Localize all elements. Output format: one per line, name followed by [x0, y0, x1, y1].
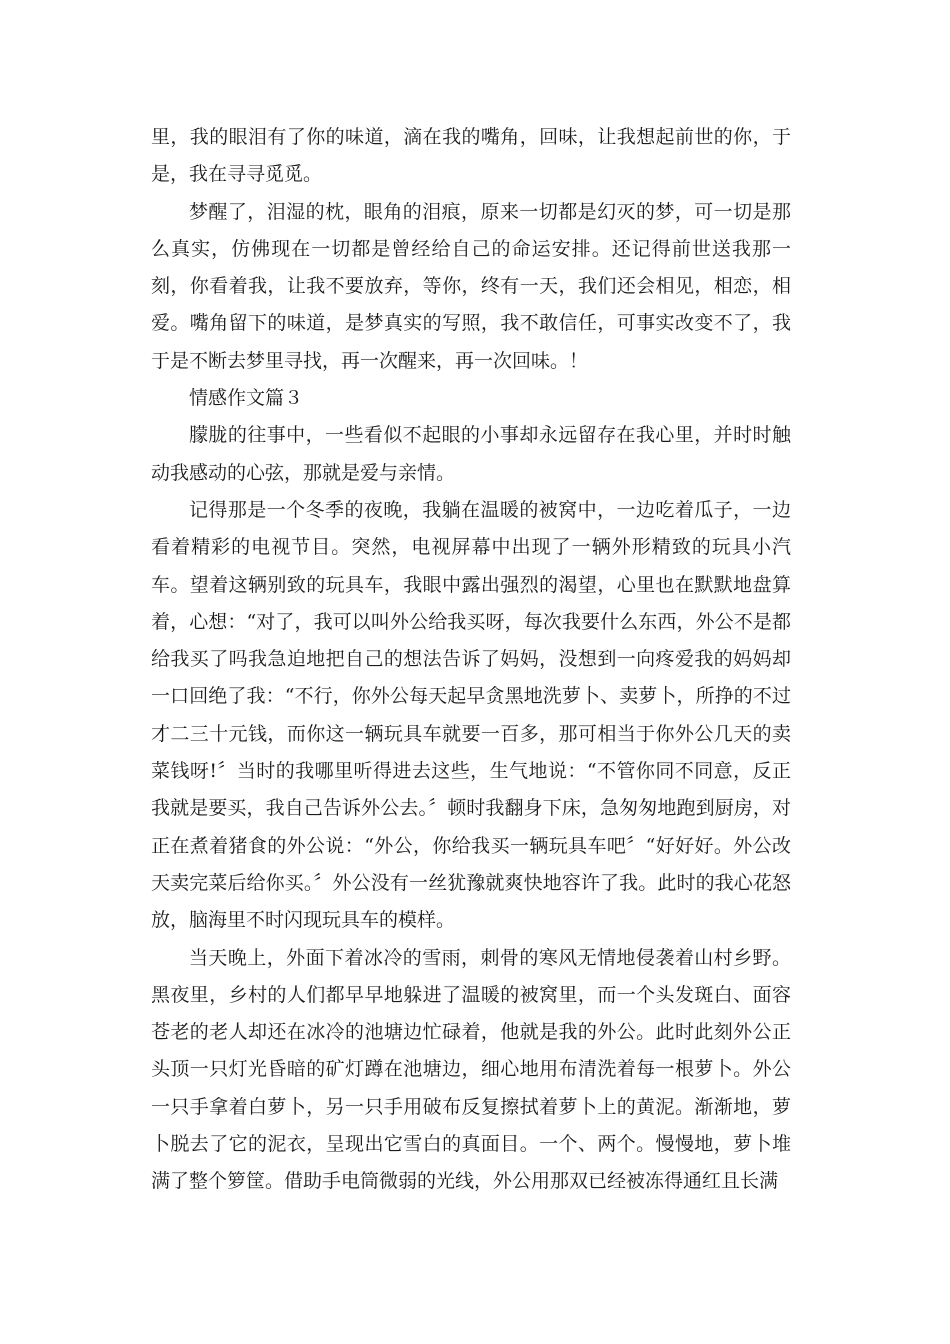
section-heading: 情感作文篇３	[189, 387, 304, 410]
paragraph: 记得那是一个冬季的夜晚，我躺在温暖的被窝中，一边吃着瓜子，一边看着精彩的电视节目。突然，电视屏幕中出现了一辆外形精致的玩具小汽车。望着这辆别致的玩具车，我眼中露出强烈的渴望，心里也在默默地盘算着，心想：“对了，我可以叫外公给我买呀，每次我要什么东西，外公不是都给我买了吗我急迫地把自己的想法告诉了妈妈，没想到一向疼爱我的妈妈却一口回绝了我：“不行，你外公每天起早贪黑地洗萝卜、卖萝卜，所挣的不过才二三十元钱，而你这一辆玩具车就要一百多，那可相当于你外公几天的卖菜钱呀!〞当时的我哪里听得进去这些，生气地说：“不管你同不同意，反正我就是要买，我自己告诉外公去。〞顿时我翻身下床，急匆匆地跑到厨房，对正在煮着猪食的外公说：“外公，你给我买一辆玩具车吧〞“好好好。外公改天卖完菜后给你买。〞外公没有一丝犹豫就爽快地容许了我。此时的我心花怒放，脑海里不时闪现玩具车的模样。	[151, 498, 791, 932]
document-body	[151, 119, 791, 1201]
paragraph: 朦胧的往事中，一些看似不起眼的小事却永远留存在我心里，并时时触动我感动的心弦，那就是爱与亲情。	[151, 424, 791, 484]
paragraph-continuation: 里，我的眼泪有了你的味道，滴在我的嘴角，回味，让我想起前世的你，于是，我在寻寻觅觅。	[151, 126, 791, 186]
paragraph: 梦醒了，泪湿的枕，眼角的泪痕，原来一切都是幻灭的梦，可一切是那么真实，仿佛现在一切都是曾经给自己的命运安排。还记得前世送我那一刻，你看着我，让我不要放弃，等你，终有一天，我们还会相见，相恋，相爱。嘴角留下的味道，是梦真实的写照，我不敢信任，可事实改变不了，我于是不断去梦里寻找，再一次醒来，再一次回味。！	[151, 200, 791, 372]
paragraph: 当天晚上，外面下着冰冷的雪雨，刺骨的寒风无情地侵袭着山村乡野。黑夜里，乡村的人们都早早地躲进了温暖的被窝里，而一个头发斑白、面容苍老的老人却还在冰冷的池塘边忙碌着，他就是我的外公。此时此刻外公正头顶一只灯光昏暗的矿灯蹲在池塘边，细心地用布清洗着每一根萝卜。外公一只手拿着白萝卜，另一只手用破布反复擦拭着萝卜上的黄泥。渐渐地，萝卜脱去了它的泥衣，呈现出它雪白的真面目。一个、两个。慢慢地，萝卜堆满了整个箩筐。借助手电筒微弱的光线，外公用那双已经被冻得通红且长满	[151, 946, 791, 1193]
